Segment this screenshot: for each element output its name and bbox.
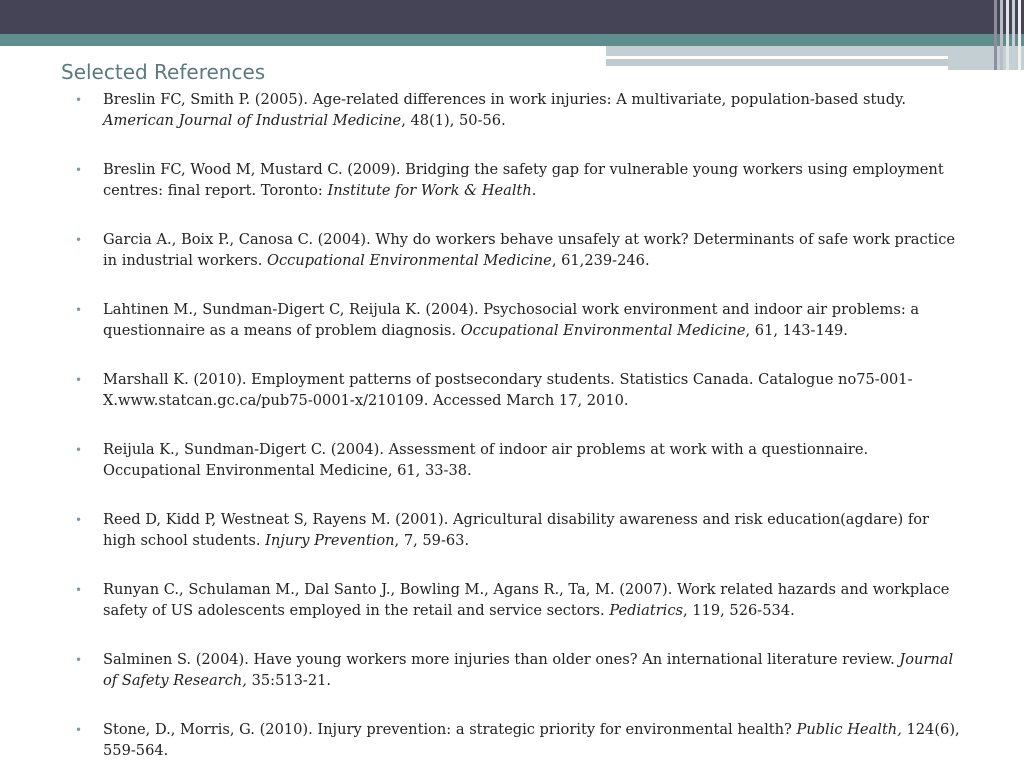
reference-citation: , 7, 59-63. <box>394 531 470 549</box>
reference-text: Reijula K., Sundman-Digert C. (2004). Assessment of indoor air problems at work with a questionnaire. Occupational Environmental Medicine, 61, 33-38. <box>103 441 869 479</box>
bullet-icon: • <box>75 653 83 667</box>
reference-text: Reed D, Kidd P, Westneat S, Rayens M. (2001). Agricultural disability awareness and risk education(agdare) for high school students. <box>103 511 929 549</box>
reference-item <box>75 370 965 440</box>
slide-title: Selected References <box>61 60 266 84</box>
reference-text: Lahtinen M., Sundman-Digert C, Reijula K. (2004). Psychosocial work environment and indoor air problems: a questionnaire as a means of problem diagnosis. <box>103 301 920 339</box>
reference-item <box>75 720 965 768</box>
reference-citation: . <box>531 181 537 199</box>
reference-item <box>75 230 965 300</box>
reference-text: Runyan C., Schulaman M., Dal Santo J., Bowling M., Agans R., Ta, M. (2007). Work related hazards and workplace safety of US adolescents employed in the retail and service sectors. <box>103 581 950 619</box>
reference-journal: Public Health, <box>796 721 902 738</box>
reference-text: Stone, D., Morris, G. (2010). Injury prevention: a strategic priority for environmental health? <box>103 721 797 738</box>
reference-citation: , 119, 526-534. <box>683 601 795 619</box>
bullet-icon: • <box>75 233 83 247</box>
reference-text: Breslin FC, Smith P. (2005). Age-related differences in work injuries: A multivariate, population-based study. <box>103 91 906 108</box>
header-band-gray <box>606 46 1024 56</box>
reference-journal: Journal of Safety Research, <box>103 651 954 689</box>
reference-journal: Pediatrics <box>609 601 684 619</box>
reference-citation: , 48(1), 50-56. <box>401 111 506 129</box>
header-band-dark <box>0 0 1024 34</box>
bullet-icon: • <box>75 373 83 387</box>
reference-item <box>75 300 965 370</box>
reference-item <box>75 440 965 510</box>
reference-journal: Injury Prevention <box>265 531 395 549</box>
reference-citation: 124(6), 559-564. <box>103 721 960 759</box>
reference-item <box>75 650 965 720</box>
reference-journal: Occupational Environmental Medicine <box>460 321 746 339</box>
reference-journal: Institute for Work & Health <box>327 181 532 199</box>
reference-text: Breslin FC, Wood M, Mustard C. (2009). Bridging the safety gap for vulnerable young workers using employment centres: final report. Toronto: <box>103 161 944 199</box>
reference-item <box>75 580 965 650</box>
reference-citation: , 61,239-246. <box>551 251 650 269</box>
header-band-teal <box>0 34 1024 46</box>
reference-item <box>75 160 965 230</box>
reference-text: Marshall K. (2010). Employment patterns of postsecondary students. Statistics Canada. Catalogue no75-001-X.www.statcan.gc.ca/pub75-0001-x/210109. Accessed March 17, 2010. <box>103 371 913 409</box>
reference-item <box>75 510 965 580</box>
bullet-icon: • <box>75 583 83 597</box>
reference-citation: 35:513-21. <box>246 671 332 689</box>
reference-text: Garcia A., Boix P., Canosa C. (2004). Why do workers behave unsafely at work? Determinants of safe work practice in industrial workers. <box>103 231 956 269</box>
reference-journal: Occupational Environmental Medicine <box>267 251 552 269</box>
bullet-icon: • <box>75 303 83 317</box>
reference-journal: American Journal of Industrial Medicine <box>103 111 402 129</box>
bullet-icon: • <box>75 93 83 107</box>
reference-citation: , 61, 143-149. <box>745 321 848 339</box>
reference-text: Salminen S. (2004). Have young workers more injuries than older ones? An international literature review. <box>103 651 900 668</box>
bullet-icon: • <box>75 513 83 527</box>
header-stripes <box>992 0 1024 70</box>
bullet-icon: • <box>75 443 83 457</box>
reference-list <box>75 90 965 768</box>
reference-item <box>75 90 965 160</box>
bullet-icon: • <box>75 163 83 177</box>
bullet-icon: • <box>75 723 83 737</box>
